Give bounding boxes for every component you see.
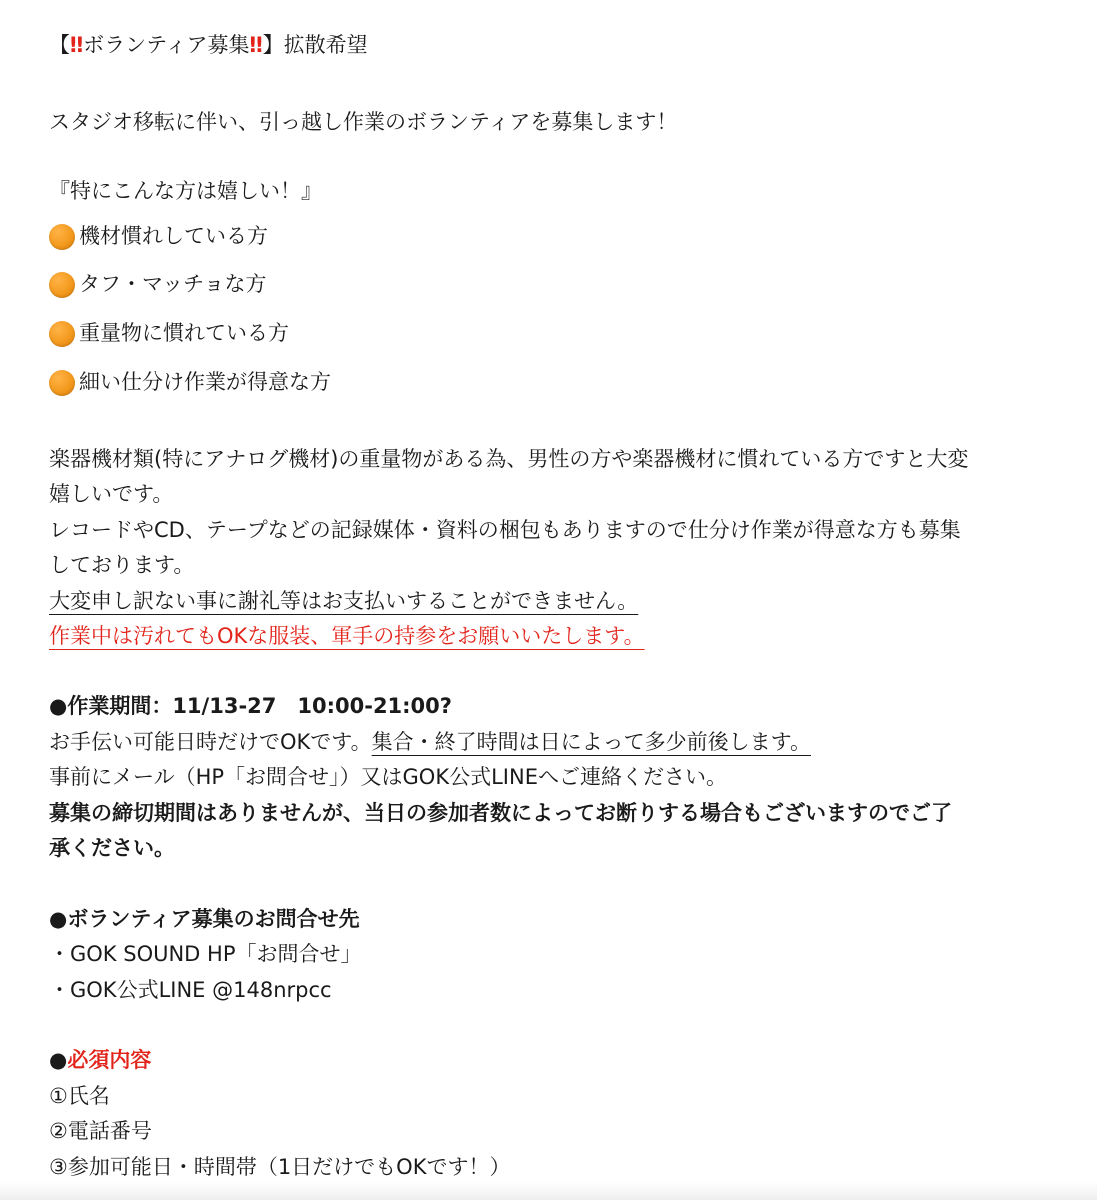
- body-paragraph-line: 嬉しいです。: [49, 482, 174, 506]
- required-bullet: ●: [49, 1048, 68, 1072]
- period-contact-note: 事前にメール（HP「お問合せ」）又はGOK公式LINEへご連絡ください。: [49, 765, 727, 789]
- attire-note: 作業中は汚れてもOKな服装、軍手の持参をお願いいたします。: [49, 624, 645, 648]
- wish-item: 重量物に慣れている方: [79, 321, 289, 345]
- title-text: ボランティア募集: [83, 33, 250, 57]
- period-deadline-note: 募集の締切期間はありませんが、当日の参加者数によってお断りする場合もございますのでご了: [49, 801, 952, 825]
- body-paragraph-line: 楽器機材類(特にアナログ機材)の重量物がある為、男性の方や楽器機材に慣れている方ですと大変: [49, 447, 969, 471]
- wish-heading: 『特にこんな方は嬉しい！』: [49, 179, 322, 203]
- required-item: ①氏名: [49, 1084, 110, 1108]
- period-heading: ●作業期間：11/13-27 10:00-21:00?: [49, 694, 452, 718]
- required-heading-line: [49, 1045, 151, 1075]
- wish-item: 機材慣れしている方: [79, 224, 268, 248]
- contact-item: ・GOK公式LINE @148nrpcc: [49, 978, 332, 1002]
- wish-item: 細い仕分け作業が得意な方: [79, 370, 331, 394]
- period-line: [49, 727, 811, 757]
- period-deadline-note-cont: 承ください。: [49, 836, 175, 860]
- body-paragraph-line: レコードやCD、テープなどの記録媒体・資料の梱包もありますので仕分け作業が得意な方も募集: [49, 518, 961, 542]
- title-bracket-open: 【: [49, 33, 70, 57]
- no-payment-note-line: [49, 586, 638, 616]
- required-heading: 必須内容: [67, 1048, 152, 1072]
- orange-circle-icon: [49, 272, 75, 298]
- required-item: ③参加可能日・時間帯（1日だけでもOKです！）: [49, 1155, 511, 1179]
- period-availability-text: お手伝い可能日時だけでOKです。: [49, 730, 372, 754]
- contact-item: ・GOK SOUND HP「お問合せ」: [49, 942, 362, 966]
- wish-item: タフ・マッチョな方: [79, 272, 267, 296]
- required-item: ②電話番号: [49, 1119, 152, 1143]
- orange-circle-icon: [49, 224, 75, 250]
- period-time-note: 集合・終了時間は日によって多少前後します。: [371, 730, 811, 754]
- title-bracket-close: 】: [262, 33, 284, 57]
- attire-note-line: [49, 621, 645, 651]
- orange-circle-icon: [49, 370, 75, 396]
- orange-circle-icon: [49, 321, 75, 347]
- title-suffix: 拡散希望: [283, 33, 368, 57]
- contact-heading: ●ボランティア募集のお問合せ先: [49, 907, 360, 931]
- bottom-edge-shade: [0, 1182, 1097, 1200]
- no-payment-note: 大変申し訳ない事に謝礼等はお支払いすることができません。: [49, 589, 639, 613]
- double-exclamation-icon: ‼: [249, 33, 259, 57]
- double-exclamation-icon: ‼: [70, 33, 80, 57]
- body-paragraph-line: しております。: [49, 553, 195, 577]
- intro-text: スタジオ移転に伴い、引っ越し作業のボランティアを募集します！: [49, 110, 678, 134]
- title-line: [49, 30, 368, 60]
